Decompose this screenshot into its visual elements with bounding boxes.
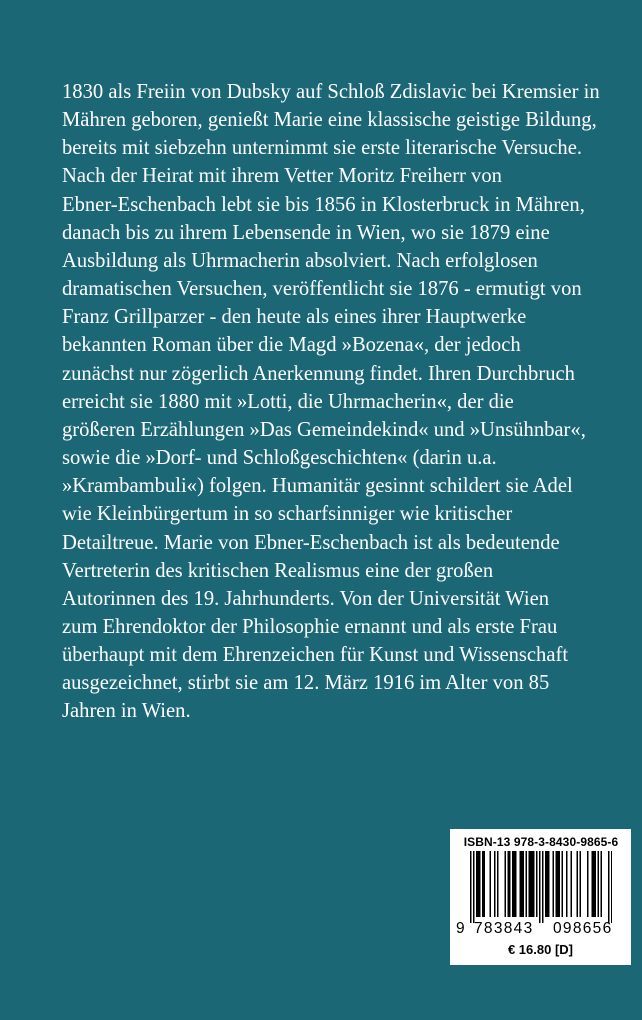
barcode-bar (532, 851, 534, 917)
barcode-bar (478, 851, 480, 917)
blurb-line: Jahren in Wien. (62, 700, 191, 723)
barcode-bar (547, 851, 549, 917)
blurb-line: danach bis zu ihrem Lebensende in Wien, wo sie 1879 eine (62, 221, 550, 244)
blurb-line: zum Ehrendoktor der Philosophie ernannt und als erste Frau (62, 615, 558, 638)
barcode-digit-first: 9 (456, 920, 465, 937)
blurb-line: erreicht sie 1880 mit »Lotti, die Uhrmacherin«, der die (62, 390, 514, 413)
barcode-bar (533, 851, 535, 917)
barcode-bar (521, 851, 523, 917)
barcode-bar (479, 851, 481, 917)
barcode-bar (505, 851, 507, 917)
barcode-bar (530, 851, 532, 917)
isbn-barcode-box (450, 829, 631, 965)
barcode-bar (523, 851, 525, 917)
blurb-line: dramatischen Versuchen, veröffentlicht sie 1876 - ermutigt von (62, 278, 582, 301)
blurb-line: sowie die »Dorf- und Schloßgeschichten« (darin u.a. (62, 447, 497, 470)
barcode-bar (470, 851, 472, 923)
blurb-line: »Krambambuli«) folgen. Humanitär gesinnt schildert sie Adel (62, 475, 573, 498)
barcode-digits-right: 098656 (553, 920, 613, 937)
back-cover-blurb (62, 78, 624, 726)
barcode-bar (611, 851, 612, 923)
barcode-bar (601, 851, 603, 917)
barcode-bar (571, 851, 573, 917)
blurb-line: Franz Grillparzer - den heute als eines ihrer Hauptwerke (62, 306, 527, 329)
blurb-line: Autorinnen des 19. Jahrhunderts. Von der Universität Wien (62, 587, 550, 610)
blurb-line: Mähren geboren, genießt Marie eine klassische geistige Bildung, (62, 109, 597, 132)
barcode-bar (473, 851, 475, 923)
barcode-bar (536, 851, 538, 917)
barcode-bar (566, 851, 568, 917)
blurb-line: Vertreterin des kritischen Realismus eine der großen (62, 559, 494, 582)
barcode-bar (580, 851, 582, 917)
blurb-line: Ausbildung als Uhrmacherin absolviert. Nach erfolglosen (62, 249, 538, 272)
blurb-line: wie Kleinbürgertum in so scharfsinniger wie kritischer (62, 503, 513, 526)
barcode-bar (556, 851, 558, 917)
blurb-line: 1830 als Freiin von Dubsky auf Schloß Zdislavic bei Kremsier in (62, 81, 600, 103)
barcode-bar (529, 851, 531, 917)
barcode-bars (470, 851, 612, 923)
barcode-bar (484, 851, 486, 917)
barcode-bar (490, 851, 492, 917)
barcode-bar (557, 851, 559, 917)
barcode-digits-left: 783843 (474, 920, 534, 937)
barcode-bar (539, 851, 541, 923)
barcode-bar (514, 851, 516, 917)
blurb-line: ausgezeichnet, stirbt sie am 12. März 1916 im Alter von 85 (62, 672, 550, 695)
barcode-bar (608, 851, 610, 923)
barcode-bar (515, 851, 517, 917)
blurb-line: überhaupt mit dem Ehrenzeichen für Kunst und Wissenschaft (62, 644, 569, 667)
barcode-bar (476, 851, 478, 917)
barcode-bar (548, 851, 550, 917)
barcode-bar (520, 851, 522, 917)
barcode-bar (587, 851, 589, 917)
barcode-bar (553, 851, 555, 917)
blurb-line: größeren Erzählungen »Das Gemeindekind« und »Unsühnbar«, (62, 418, 586, 441)
barcode-bar (577, 851, 579, 917)
barcode-bar (598, 851, 600, 917)
barcode-bar (595, 851, 597, 917)
barcode-bar (542, 851, 544, 923)
barcode-bar (526, 851, 528, 917)
blurb-line: Detailtreue. Marie von Ebner-Eschenbach ist als bedeutende (62, 531, 560, 554)
blurb-line: bekannten Roman über die Magd »Bozena«, der jedoch (62, 334, 521, 357)
price-label: € 16.80 [D] (507, 942, 574, 957)
barcode-bar (512, 851, 514, 917)
barcode-bar (592, 851, 594, 917)
barcode-bar (545, 851, 547, 917)
barcode-bar (559, 851, 561, 917)
barcode-bar (497, 851, 499, 917)
blurb-line: Nach der Heirat mit ihrem Vetter Moritz Freiherr von (62, 165, 502, 188)
blurb-line: zunächst nur zögerlich Anerkennung findet. Ihren Durchbruch (62, 362, 575, 385)
blurb-line: bereits mit siebzehn unternimmt sie erste literarische Versuche. (62, 137, 583, 160)
barcode-bar (494, 851, 496, 917)
barcode-bar (562, 851, 564, 917)
barcode-bar (482, 851, 484, 917)
barcode-bar (508, 851, 510, 917)
blurb-line: Ebner-Eschenbach lebt sie bis 1856 in Klosterbruck in Mähren, (62, 193, 585, 216)
isbn-label: ISBN-13 978-3-8430-9865-6 (463, 835, 619, 849)
barcode-bar (509, 851, 511, 917)
barcode-bar (593, 851, 595, 917)
